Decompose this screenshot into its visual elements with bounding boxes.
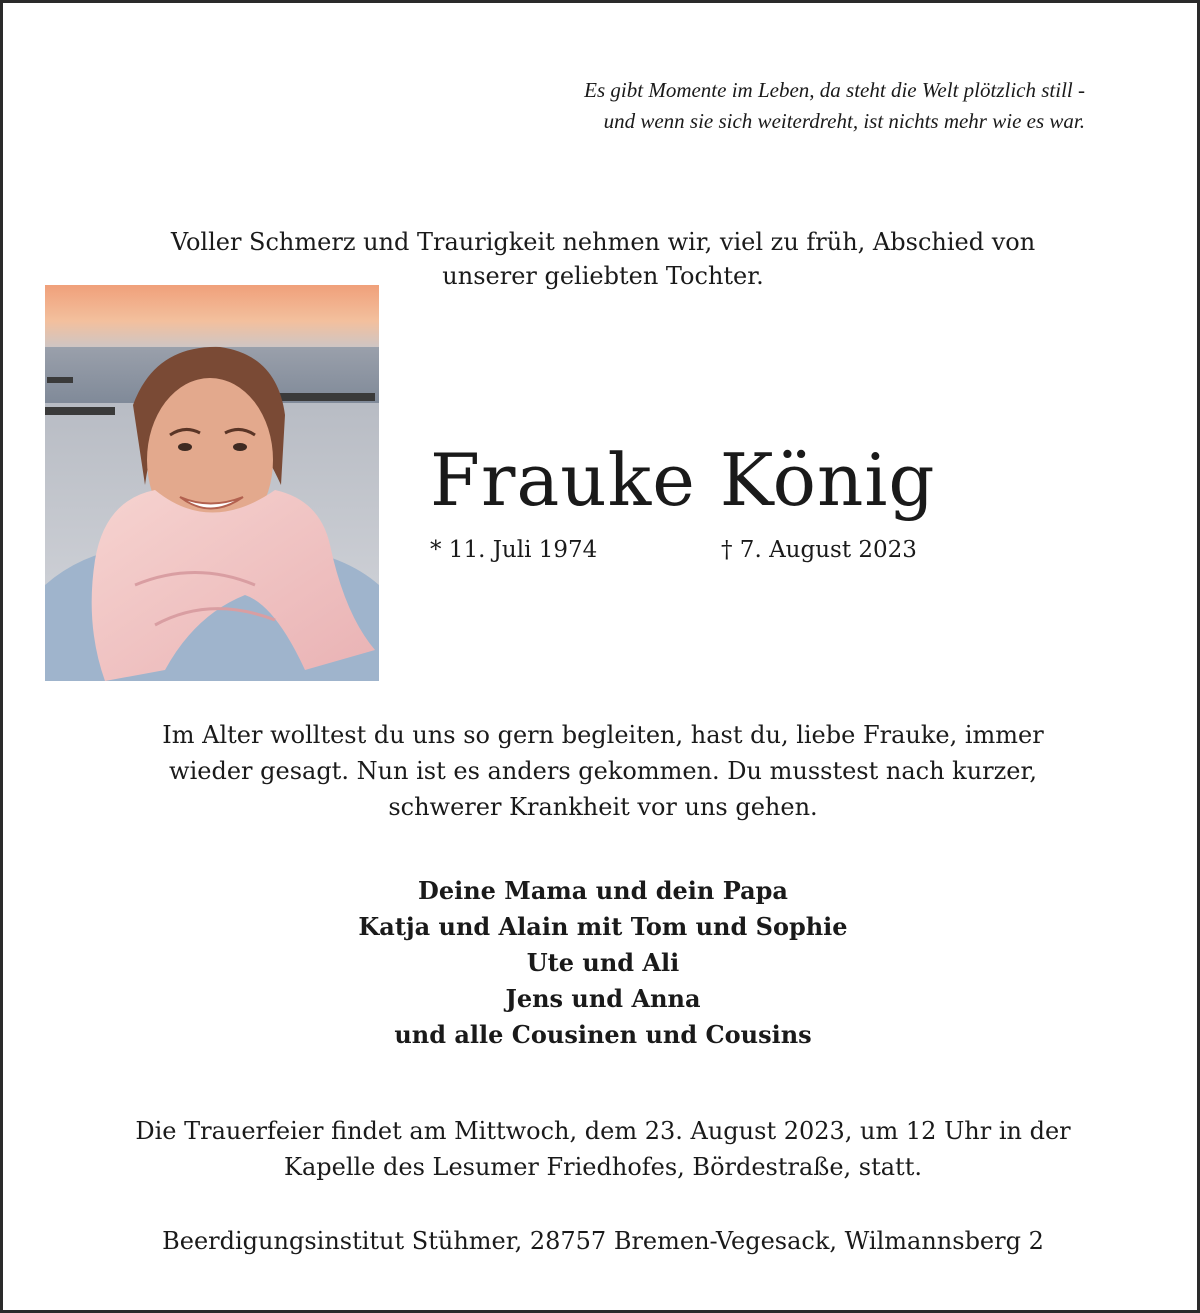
mourners-list bbox=[63, 873, 1143, 1053]
funeral-info bbox=[63, 1113, 1143, 1185]
death-date: † 7. August 2023 bbox=[721, 537, 917, 563]
intro-line-2: unserer geliebten Tochter. bbox=[442, 262, 764, 290]
memorial-line-1: Im Alter wolltest du uns so gern begleiten, hast du, liebe Frauke, immer bbox=[162, 721, 1044, 749]
portrait-photo bbox=[45, 285, 379, 681]
birth-date: * 11. Juli 1974 bbox=[430, 537, 598, 563]
motto-quote bbox=[385, 75, 1085, 137]
funeral-line-2: Kapelle des Lesumer Friedhofes, Bördestraße, statt. bbox=[284, 1153, 922, 1181]
undertaker-info: Beerdigungsinstitut Stühmer, 28757 Bremen-Vegesack, Wilmannsberg 2 bbox=[162, 1227, 1044, 1255]
mourner-line: und alle Cousinen und Cousins bbox=[394, 1020, 812, 1049]
motto-line-2: und wenn sie sich weiterdreht, ist nichts mehr wie es war. bbox=[603, 109, 1085, 133]
memorial-line-2: wieder gesagt. Nun ist es anders gekommen. Du musstest nach kurzer, bbox=[169, 757, 1037, 785]
memorial-line-3: schwerer Krankheit vor uns gehen. bbox=[388, 793, 818, 821]
intro-line-1: Voller Schmerz und Traurigkeit nehmen wir, viel zu früh, Abschied von bbox=[170, 228, 1036, 256]
funeral-line-1: Die Trauerfeier findet am Mittwoch, dem 23. August 2023, um 12 Uhr in der bbox=[135, 1117, 1071, 1145]
memorial-text bbox=[63, 717, 1143, 825]
motto-line-1: Es gibt Momente im Leben, da steht die Welt plötzlich still - bbox=[584, 78, 1085, 102]
mourner-line: Katja und Alain mit Tom und Sophie bbox=[358, 912, 848, 941]
deceased-name: Frauke König bbox=[430, 438, 936, 522]
mourner-line: Deine Mama und dein Papa bbox=[418, 876, 788, 905]
intro-text bbox=[63, 225, 1143, 293]
mourner-line: Ute und Ali bbox=[526, 948, 680, 977]
mourner-line: Jens und Anna bbox=[505, 984, 701, 1013]
